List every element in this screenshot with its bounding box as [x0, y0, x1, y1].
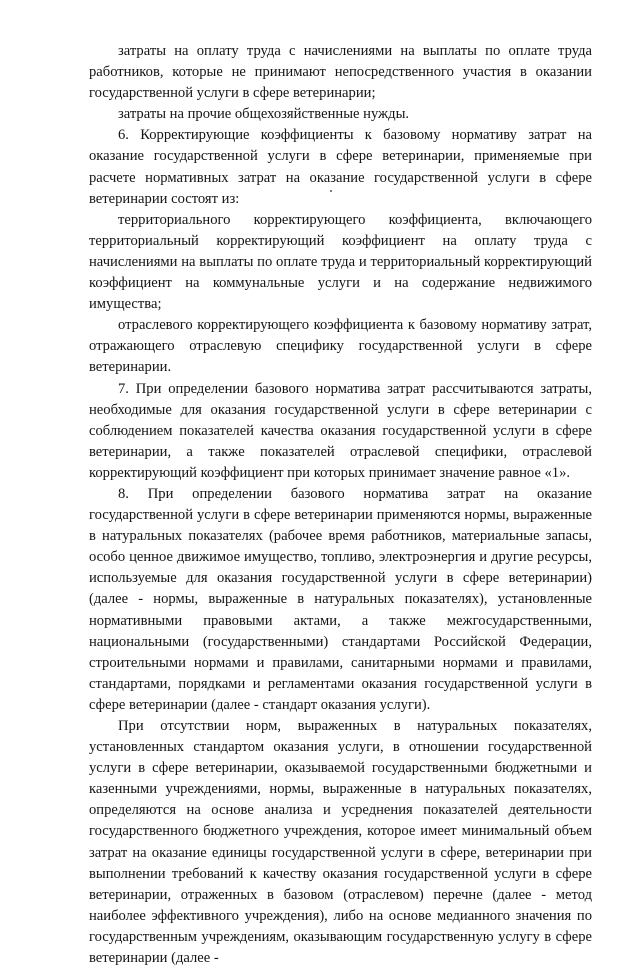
paragraph-absence-of-norms: При отсутствии норм, выраженных в натуральных показателях, установленных стандартом оказания услуги, в отношении государственной услуги в сфере ветеринарии, оказываемой государственными бюджетными и казенными учреждениями, нормы, выраженные в натуральных показателях, определяются на основе анализа и усреднения показателей деятельности государственного бюджетного учреждения, которое имеет минимальный объем затрат на оказание единицы государственной услуги в сфере, ветеринарии при выполнении требований к качеству оказания государственной услуги в сфере ветеринарии, отраженных в базовом (отраслевом) перечне (далее - метод наиболее эффективного учреждения), либо на основе медианного значения по государственным учреждениям, оказывающим государственную услугу в сфере ветеринарии (далее - [89, 718, 592, 967]
paragraph-general-costs: затраты на прочие общехозяйственные нужды. [118, 106, 410, 123]
scan-speck [330, 190, 332, 192]
paragraph-labor-costs: затраты на оплату труда с начислениями на выплаты по оплате труда работников, которые не принимают непосредственного участия в оказании государственной услуги в сфере ветеринарии; [89, 43, 592, 102]
paragraph-section-8: 8. При определении базового норматива затрат на оказание государственной услуги в сфере ветеринарии применяются нормы, выраженные в натуральных показателях (рабочее время работников, материальные запасы, особо ценное движимое имущество, топливо, электроэнергия и другие ресурсы, используемые для оказания государственной услуги в сфере ветеринарии) (далее - нормы, выраженные в натуральных показателях), установленные нормативными правовыми актами, а также межгосударственными, национальными (государственными) стандартами Российской Федерации, строительными нормами и правилами, санитарными нормами и правилами, стандартами, порядками и регламентами оказания государственной услуги в сфере ветеринарии (далее - стандарт оказания услуги). [89, 485, 592, 713]
document-body [89, 41, 592, 969]
paragraph-sectoral-coefficient: отраслевого корректирующего коэффициента к базовому нормативу затрат, отражающего отраслевую специфику государственной услуги в сфере ветеринарии. [89, 317, 592, 376]
paragraph-section-7: 7. При определении базового норматива затрат рассчитываются затраты, необходимые для оказания государственной услуги в сфере ветеринарии с соблюдением показателей качества оказания государственной услуги в сфере ветеринарии, а также показателей отраслевой специфики, отраслевой корректирующий коэффициент при которых принимает значение равное «1». [89, 380, 592, 481]
paragraph-territorial-coefficient: территориального корректирующего коэффициента, включающего территориальный корректирующий коэффициент на оплату труда с начислениями на выплаты по оплате труда и территориальный корректирующий коэффициент на коммунальные услуги и на содержание недвижимого имущества; [89, 211, 592, 313]
paragraph-section-6: 6. Корректирующие коэффициенты к базовому нормативу затрат на оказание государственной услуги в сфере ветеринарии, применяемые при расчете нормативных затрат на оказание государственной услуги в сфере ветеринарии состоят из: [89, 127, 592, 207]
